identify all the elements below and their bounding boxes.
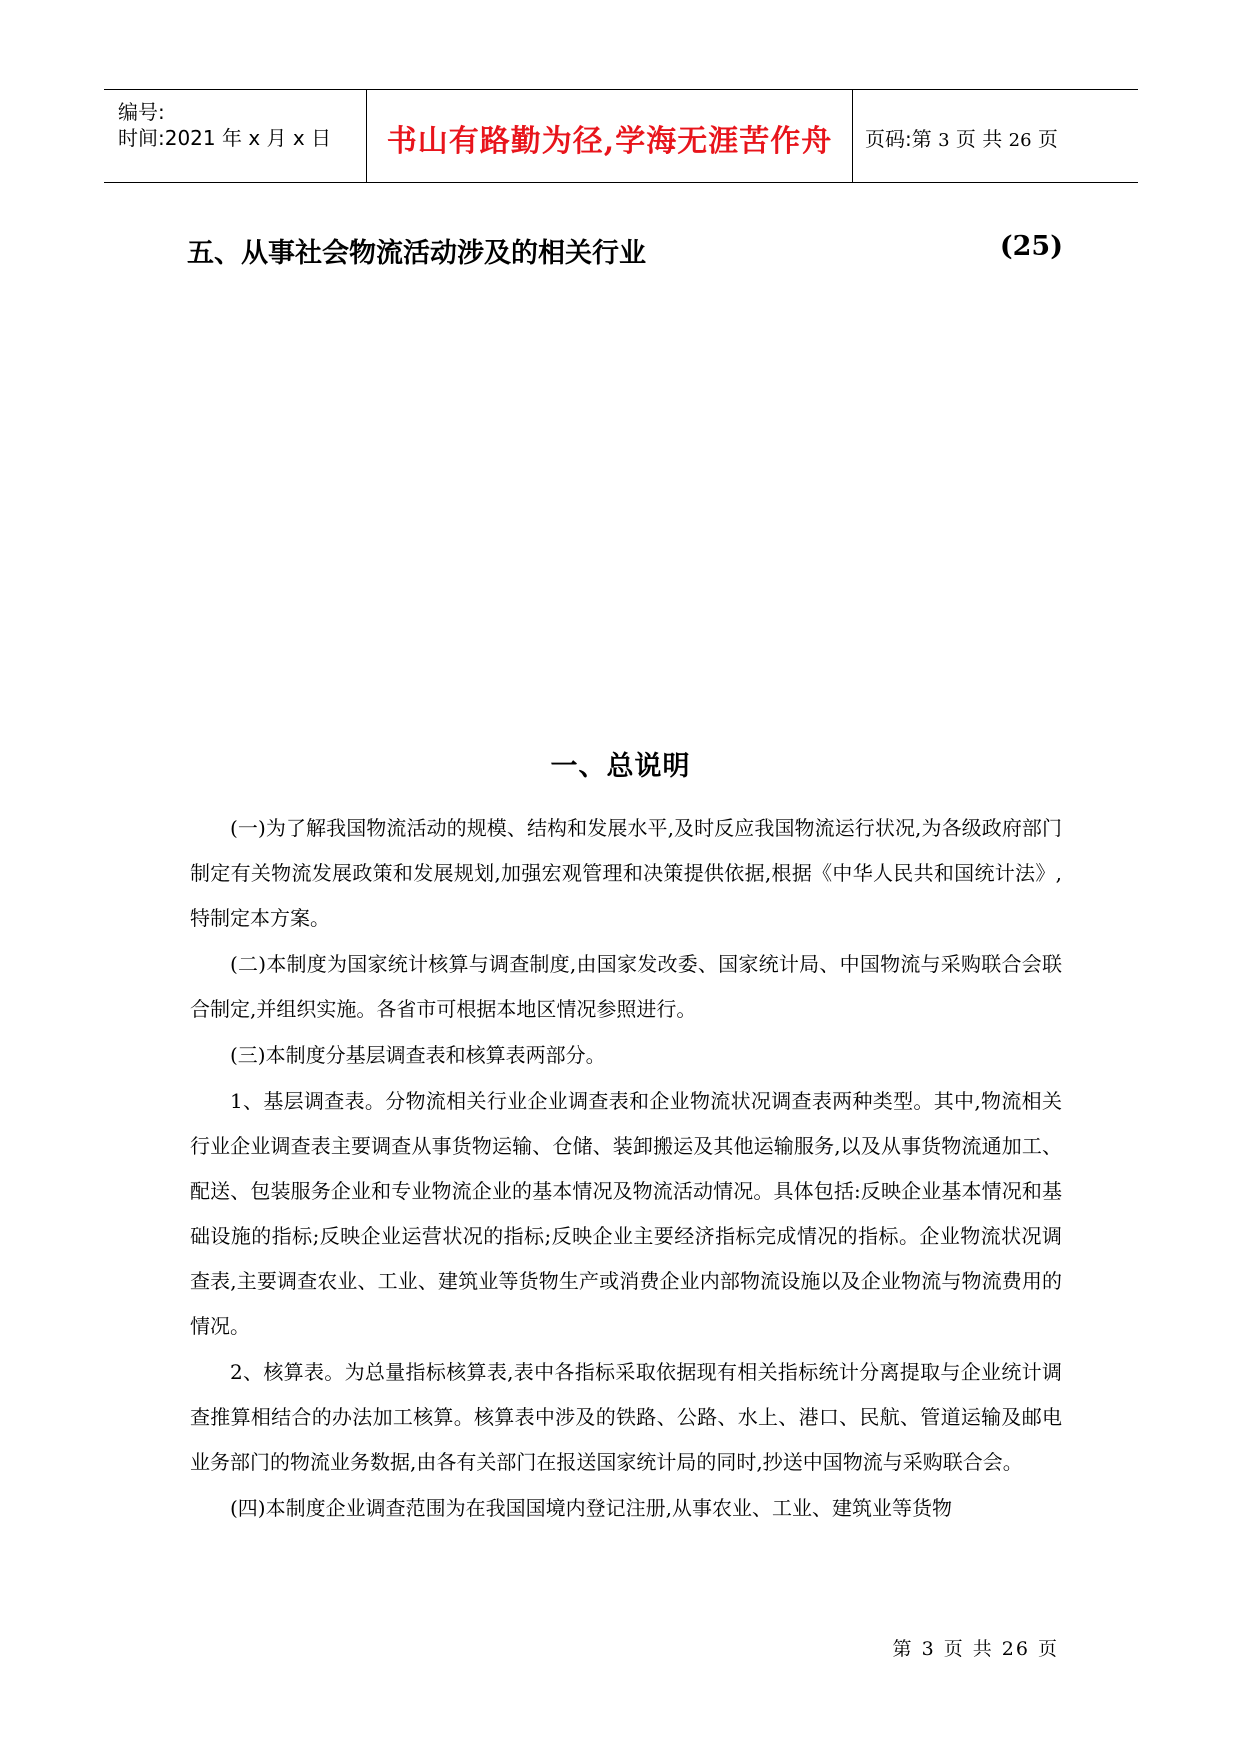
document-time-label: 时间:2021 年 x 月 x 日 (118, 126, 332, 150)
paragraph: (二)本制度为国家统计核算与调查制度,由国家发改委、国家统计局、中国物流与采购联合会联合制定,并组织实施。各省市可根据本地区情况参照进行。 (190, 952, 1062, 1021)
header-motto-cell (367, 90, 853, 182)
toc-entry-page: (25) (999, 231, 1063, 262)
page-total: 26 (1008, 130, 1032, 151)
page-prefix: 页码:第 (865, 127, 939, 151)
toc-entry[interactable] (187, 231, 1063, 270)
paragraph: 1、基层调查表。分物流相关行业企业调查表和企业物流状况调查表两种类型。其中,物流相关行业企业调查表主要调查从事货物运输、仓储、装卸搬运及其他运输服务,以及从事货物流通加工、配送、包装服务企业和专业物流企业的基本情况及物流活动情况。具体包括:反映企业基本情况和基础设施的指标;反映企业运营状况的指标;反映企业主要经济指标完成情况的指标。企业物流状况调查表,主要调查农业、工业、建筑业等货物生产或消费企业内部物流设施以及企业物流与物流费用的情况。 (190, 1089, 1062, 1338)
header-motto: 书山有路勤为径,学海无涯苦作舟 (386, 124, 833, 159)
page-footer: 第 3 页 共 26 页 (892, 1638, 1059, 1660)
page-suffix: 页 (1031, 127, 1058, 151)
paragraph: (一)为了解我国物流活动的规模、结构和发展水平,及时反应我国物流运行状况,为各级政府部门制定有关物流发展政策和发展规划,加强宏观管理和决策提供依据,根据《中华人民共和国统计法》,特制定本方案。 (190, 816, 1062, 930)
paragraph: (三)本制度分基层调查表和核算表两部分。 (230, 1043, 606, 1067)
document-header (104, 89, 1138, 183)
section-heading: 一、总说明 (550, 751, 691, 782)
page-number: 3 (938, 130, 950, 151)
paragraph: 2、核算表。为总量指标核算表,表中各指标采取依据现有相关指标统计分离提取与企业统计调查推算相结合的办法加工核算。核算表中涉及的铁路、公路、水上、港口、民航、管道运输及邮电业务部门的物流业务数据,由各有关部门在报送国家统计局的同时,抄送中国物流与采购联合会。 (190, 1360, 1062, 1474)
header-meta-cell (104, 90, 367, 182)
paragraph: (四)本制度企业调查范围为在我国国境内登记注册,从事农业、工业、建筑业等货物 (230, 1496, 952, 1520)
toc-entry-title: 五、从事社会物流活动涉及的相关行业 (187, 238, 646, 269)
page-mid: 页 共 (949, 127, 1009, 151)
header-page-cell (853, 90, 1138, 182)
body-text (190, 806, 1062, 1531)
document-code-label: 编号: (118, 100, 165, 124)
header-page-code (865, 123, 1058, 152)
